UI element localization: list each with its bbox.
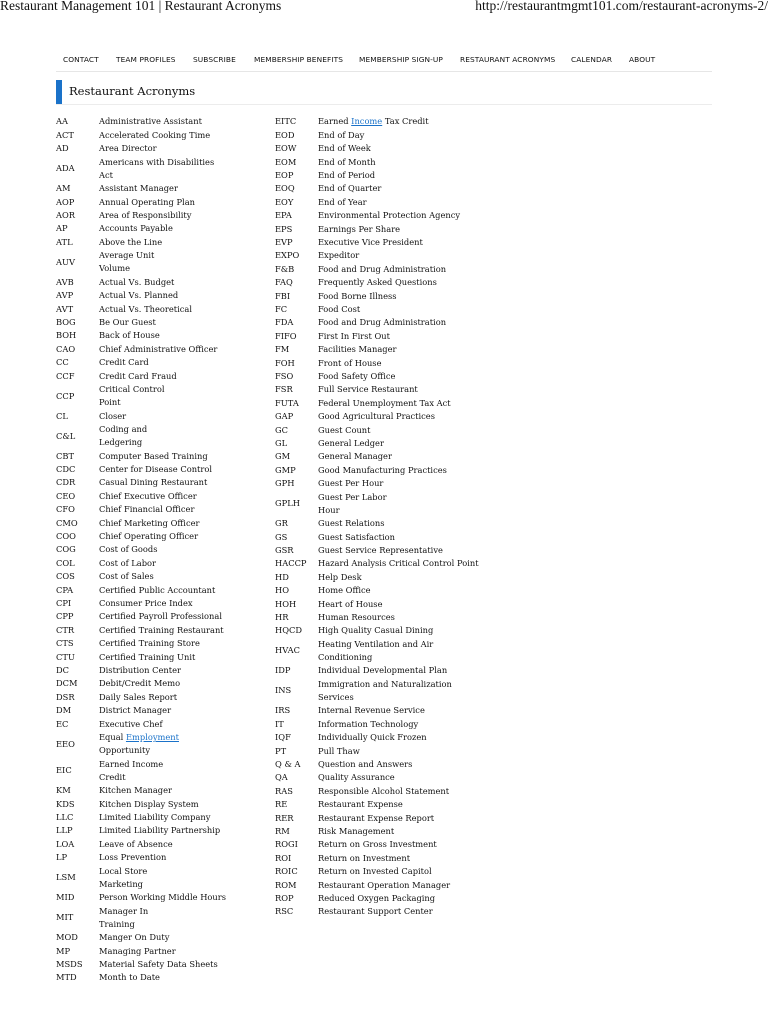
acronym-definition: Material Safety Data Sheets — [99, 958, 218, 969]
acronym-definition: Credit Card Fraud — [99, 370, 177, 381]
acronym-definition: Certified Public Accountant — [99, 584, 216, 595]
acronym-definition: Kitchen Display System — [99, 798, 199, 809]
acronym-abbr: FIFO — [275, 330, 297, 341]
acronym-abbr: ROGI — [275, 839, 298, 850]
acronym-definition: Debit/Credit Memo — [99, 678, 181, 689]
acronym-abbr: EEO — [56, 738, 75, 749]
acronym-definition: Risk Management — [318, 825, 395, 836]
acronym-abbr: RM — [275, 825, 290, 836]
acronym-definition: Actual Vs. Planned — [99, 290, 179, 301]
acronym-definition: Managing Partner — [99, 945, 176, 956]
acronym-definition: Internal Revenue Service — [318, 705, 425, 716]
acronym-abbr: EITC — [275, 116, 297, 127]
acronym-definition: Federal Unemployment Tax Act — [318, 397, 451, 408]
acronym-definition: Opportunity — [99, 744, 151, 755]
acronym-definition: Conditioning — [318, 651, 373, 662]
acronym-abbr: ROI — [275, 852, 292, 863]
acronym-definition: Ledgering — [99, 436, 143, 447]
acronym-definition: Individual Developmental Plan — [318, 665, 448, 676]
acronym-definition: Equal Employment — [99, 732, 179, 743]
acronym-abbr: CMO — [56, 517, 78, 528]
acronym-abbr: GS — [275, 531, 288, 542]
acronym-definition: Credit — [99, 771, 126, 782]
nav-item-subscribe[interactable]: SUBSCRIBE — [193, 55, 236, 64]
acronym-definition: Heating Ventilation and Air — [318, 638, 434, 649]
acronym-definition: Food Borne Illness — [318, 290, 397, 301]
acronym-abbr: CL — [56, 410, 68, 421]
nav-item-restaurant-acronyms[interactable]: RESTAURANT ACRONYMS — [460, 55, 556, 64]
acronym-abbr: LOA — [56, 838, 75, 849]
acronym-abbr: MOD — [56, 932, 78, 943]
acronym-abbr: RAS — [275, 785, 293, 796]
acronym-abbr: COS — [56, 571, 75, 582]
acronym-abbr: ACT — [56, 129, 74, 140]
acronym-definition: Question and Answers — [318, 758, 413, 769]
acronym-abbr: ROIC — [275, 866, 298, 877]
acronym-abbr: RSC — [275, 906, 294, 917]
acronym-abbr: IT — [275, 718, 284, 729]
acronym-abbr: AM — [56, 183, 71, 194]
acronym-abbr: FC — [275, 303, 288, 314]
acronym-abbr: CDC — [56, 463, 76, 474]
acronym-abbr: COG — [56, 544, 76, 555]
acronym-definition: Environmental Protection Agency — [318, 210, 461, 221]
acronym-definition: Annual Operating Plan — [99, 196, 196, 207]
acronym-abbr: DSR — [56, 691, 75, 702]
acronym-definition: Accounts Payable — [99, 223, 173, 234]
acronym-abbr: CPP — [56, 611, 74, 622]
acronym-abbr: GPLH — [275, 498, 300, 509]
acronym-definition: End of Year — [318, 196, 367, 207]
acronym-abbr: FUTA — [275, 397, 299, 408]
nav-item-membership-benefits[interactable]: MEMBERSHIP BENEFITS — [254, 55, 344, 64]
acronym-abbr: CCP — [56, 390, 75, 401]
acronym-abbr: GAP — [275, 411, 294, 422]
acronym-definition: Back of House — [99, 330, 160, 341]
acronym-definition: Kitchen Manager — [99, 785, 172, 796]
acronym-definition: First In First Out — [318, 330, 390, 341]
acronym-definition: Above the Line — [99, 236, 163, 247]
acronym-definition: Chief Administrative Officer — [99, 343, 218, 354]
page-url: http://restaurantmgmt101.com/restaurant-acronyms-2/ — [475, 0, 768, 13]
acronym-definition: Facilities Manager — [318, 344, 397, 355]
acronym-definition: Earnings Per Share — [318, 223, 401, 234]
acronym-definition: Act — [99, 169, 113, 180]
acronym-definition: Manger On Duty — [99, 932, 170, 943]
acronym-abbr: EOD — [275, 129, 295, 140]
page-title: Restaurant Acronyms — [69, 84, 196, 98]
acronym-abbr: HOH — [275, 598, 297, 609]
acronym-abbr: BOH — [56, 330, 77, 341]
acronym-abbr: IRS — [275, 705, 291, 716]
acronym-definition: Good Agricultural Practices — [318, 411, 435, 422]
acronym-abbr: GSR — [275, 544, 294, 555]
acronym-abbr: HO — [275, 585, 290, 596]
acronym-abbr: HVAC — [275, 645, 301, 656]
nav-item-team-profiles[interactable]: TEAM PROFILES — [116, 55, 176, 64]
acronym-definition: Chief Financial Officer — [99, 504, 195, 515]
acronym-definition: Computer Based Training — [99, 450, 208, 461]
acronym-abbr: CEO — [56, 490, 76, 501]
acronym-definition: Cost of Goods — [99, 544, 158, 555]
acronym-abbr: RER — [275, 812, 294, 823]
acronym-abbr: FM — [275, 344, 290, 355]
acronym-definition: Pull Thaw — [318, 745, 360, 756]
acronym-abbr: C&L — [56, 430, 76, 441]
acronym-definition: Closer — [99, 410, 127, 421]
nav-item-contact[interactable]: CONTACT — [63, 55, 99, 64]
acronym-definition: Food and Drug Administration — [318, 317, 447, 328]
acronym-abbr: GL — [275, 437, 288, 448]
acronym-definition: Information Technology — [318, 718, 419, 729]
acronym-abbr: COL — [56, 557, 75, 568]
acronym-definition: Local Store — [99, 865, 148, 876]
acronym-abbr: ADA — [56, 163, 75, 174]
acronym-definition: Cost of Sales — [99, 571, 154, 582]
nav-item-membership-sign-up[interactable]: MEMBERSHIP SIGN-UP — [359, 55, 443, 64]
acronym-definition: Home Office — [318, 585, 371, 596]
acronym-abbr: CPI — [56, 597, 72, 608]
acronym-definition: Heart of House — [318, 598, 383, 609]
acronym-definition: Front of House — [318, 357, 382, 368]
acronym-abbr: CC — [56, 357, 69, 368]
acronym-definition: Center for Disease Control — [99, 463, 212, 474]
acronym-definition: Quality Assurance — [318, 772, 395, 783]
acronym-abbr: RE — [275, 799, 288, 810]
acronym-abbr: DM — [56, 705, 72, 716]
acronym-abbr: MIT — [56, 912, 74, 923]
acronym-abbr: LSM — [56, 872, 76, 883]
acronym-definition: District Manager — [99, 705, 172, 716]
acronym-abbr: GM — [275, 451, 291, 462]
acronym-definition: Area of Responsibility — [99, 209, 192, 220]
acronym-abbr: HR — [275, 611, 289, 622]
acronym-definition: Certified Payroll Professional — [99, 611, 222, 622]
acronym-definition: Restaurant Operation Manager — [318, 879, 451, 890]
acronym-abbr: MTD — [56, 972, 77, 983]
acronym-abbr: AUV — [56, 256, 75, 267]
acronym-abbr: CPA — [56, 584, 74, 595]
acronym-definition: Month to Date — [99, 972, 160, 983]
acronym-abbr: FSR — [275, 384, 293, 395]
acronym-definition: Guest Count — [318, 424, 371, 435]
acronym-abbr: EPA — [275, 210, 292, 221]
acronym-abbr: IQF — [275, 732, 291, 743]
acronym-abbr: EOQ — [275, 183, 295, 194]
acronym-abbr: CBT — [56, 450, 74, 461]
acronym-abbr: EIC — [56, 765, 72, 776]
acronym-abbr: CDR — [56, 477, 76, 488]
acronym-definition: Casual Dining Restaurant — [99, 477, 208, 488]
acronym-definition: Guest Service Representative — [318, 544, 443, 555]
acronym-definition: Manager In — [99, 905, 149, 916]
acronym-definition: Restaurant Expense — [318, 799, 403, 810]
acronym-abbr: IDP — [275, 665, 291, 676]
acronym-definition: Certified Training Restaurant — [99, 624, 224, 635]
acronym-abbr: DC — [56, 664, 70, 675]
acronym-definition: Distribution Center — [99, 664, 181, 675]
acronym-abbr: CFO — [56, 504, 75, 515]
acronym-abbr: GMP — [275, 464, 296, 475]
acronym-definition: Daily Sales Report — [99, 691, 178, 702]
acronym-abbr: AOR — [56, 209, 76, 220]
acronym-definition: Guest Per Labor — [318, 491, 387, 502]
acronym-abbr: CTU — [56, 651, 75, 662]
acronym-abbr: EVP — [275, 236, 293, 247]
acronym-definition: Limited Liability Company — [99, 811, 211, 822]
acronym-abbr: AVP — [56, 290, 74, 301]
inline-link[interactable]: Employment — [125, 732, 179, 743]
acronym-definition: Guest Per Hour — [318, 478, 384, 489]
acronym-definition: Help Desk — [318, 571, 362, 582]
acronym-abbr: FOH — [275, 357, 295, 368]
acronym-definition: Credit Card — [99, 357, 149, 368]
acronym-definition: Guest Relations — [318, 518, 385, 529]
acronym-abbr: KM — [56, 785, 71, 796]
acronym-abbr: CTS — [56, 638, 74, 649]
acronym-definition: Be Our Guest — [99, 316, 156, 327]
acronym-definition: Leave of Absence — [99, 838, 173, 849]
nav-item-calendar[interactable]: CALENDAR — [571, 55, 613, 64]
acronym-abbr: QA — [275, 772, 288, 783]
acronym-definition: Full Service Restaurant — [318, 384, 418, 395]
acronym-definition: Return on Investment — [318, 852, 411, 863]
acronym-definition: Executive Chef — [99, 718, 163, 729]
acronym-definition: Human Resources — [318, 611, 395, 622]
acronym-abbr: COO — [56, 530, 76, 541]
acronym-abbr: AD — [56, 143, 69, 154]
acronym-definition: Actual Vs. Theoretical — [99, 303, 192, 314]
acronym-abbr: LLC — [56, 811, 74, 822]
acronym-abbr: ATL — [56, 236, 73, 247]
acronym-abbr: LLP — [56, 825, 73, 836]
acronym-definition: Certified Training Unit — [99, 651, 196, 662]
acronym-abbr: EOP — [275, 169, 294, 180]
acronym-definition: Food and Drug Administration — [318, 263, 447, 274]
acronym-definition: Person Working Middle Hours — [99, 892, 226, 903]
acronym-definition: Volume — [99, 263, 130, 274]
acronym-abbr: AVB — [56, 276, 74, 287]
acronym-abbr: PT — [275, 745, 287, 756]
acronym-definition: Certified Training Store — [99, 638, 200, 649]
acronym-abbr: DCM — [56, 678, 78, 689]
acronym-abbr: GR — [275, 518, 288, 529]
acronym-definition: Hazard Analysis Critical Control Point — [318, 558, 479, 569]
acronym-definition: Reduced Oxygen Packaging — [318, 892, 436, 903]
acronym-definition: Executive Vice President — [318, 236, 423, 247]
acronym-definition: Administrative Assistant — [99, 116, 202, 127]
acronym-abbr: AP — [56, 223, 68, 234]
acronym-abbr: EPS — [275, 223, 293, 234]
acronym-definition: General Ledger — [318, 437, 384, 448]
acronym-definition: Point — [99, 396, 121, 407]
acronym-definition: Responsible Alcohol Statement — [318, 785, 450, 796]
acronym-definition: General Manager — [318, 451, 392, 462]
acronym-definition: Immigration and Naturalization — [318, 678, 452, 689]
acronym-definition: End of Period — [318, 169, 376, 180]
acronym-abbr: EXPO — [275, 250, 300, 261]
acronym-abbr: EOM — [275, 156, 297, 167]
acronym-abbr: EOW — [275, 143, 297, 154]
site-title: Restaurant Management 101 | Restaurant Acronyms — [0, 0, 282, 13]
acronym-abbr: MP — [56, 945, 71, 956]
acronym-abbr: EC — [56, 718, 69, 729]
acronym-abbr: EOY — [275, 196, 294, 207]
acronym-definition: Return on Gross Investment — [318, 839, 437, 850]
acronym-definition: Americans with Disabilities — [99, 156, 215, 167]
acronym-definition: Training — [99, 918, 135, 929]
acronym-definition: End of Month — [318, 156, 376, 167]
acronym-abbr: CTR — [56, 624, 75, 635]
acronym-definition: Coding and — [99, 424, 148, 435]
acronym-definition: Marketing — [99, 878, 143, 889]
acronym-abbr: Q & A — [275, 758, 301, 769]
acronym-definition: Earned Income Tax Credit — [318, 116, 429, 127]
nav-item-about[interactable]: ABOUT — [629, 55, 656, 64]
acronym-definition: Loss Prevention — [99, 852, 167, 863]
acronym-definition: Chief Executive Officer — [99, 490, 197, 501]
acronym-abbr: HACCP — [275, 558, 307, 569]
acronym-definition: Good Manufacturing Practices — [318, 464, 447, 475]
acronym-definition: Critical Control — [99, 384, 165, 395]
acronym-definition: Frequently Asked Questions — [318, 277, 437, 288]
acronym-definition: Cost of Labor — [99, 557, 157, 568]
acronym-definition: Actual Vs. Budget — [99, 276, 175, 287]
acronym-definition: Restaurant Support Center — [318, 906, 433, 917]
acronym-definition: Earned Income — [99, 758, 164, 769]
acronym-abbr: HD — [275, 571, 289, 582]
acronym-abbr: BOG — [56, 316, 76, 327]
acronym-abbr: MID — [56, 892, 75, 903]
acronym-abbr: INS — [275, 685, 292, 696]
acronym-definition: Hour — [318, 504, 340, 515]
acronym-definition: Expeditor — [318, 250, 360, 261]
acronym-abbr: AVT — [56, 303, 74, 314]
acronym-definition: Accelerated Cooking Time — [99, 129, 211, 140]
acronym-abbr: F&B — [275, 263, 295, 274]
acronym-definition: End of Quarter — [318, 183, 382, 194]
acronym-definition: Average Unit — [99, 250, 155, 261]
acronym-definition: End of Week — [318, 143, 371, 154]
acronym-abbr: GC — [275, 424, 288, 435]
acronym-abbr: FSO — [275, 370, 294, 381]
acronym-abbr: FDA — [275, 317, 294, 328]
acronym-abbr: FBI — [275, 290, 291, 301]
acronym-definition: Food Cost — [318, 303, 361, 314]
acronym-definition: Return on Invested Capitol — [318, 866, 432, 877]
acronym-definition: Consumer Price Index — [99, 597, 193, 608]
inline-link[interactable]: Income — [351, 116, 383, 127]
acronym-definition: Chief Operating Officer — [99, 530, 199, 541]
acronym-definition: Individually Quick Frozen — [318, 732, 427, 743]
acronym-abbr: MSDS — [56, 958, 83, 969]
acronym-definition: Guest Satisfaction — [318, 531, 395, 542]
acronym-definition: Assistant Manager — [99, 183, 178, 194]
acronym-definition: Food Safety Office — [318, 370, 396, 381]
acronym-abbr: AOP — [56, 196, 75, 207]
acronym-abbr: ROP — [275, 892, 294, 903]
acronym-definition: Limited Liability Partnership — [99, 825, 221, 836]
acronym-abbr: CCF — [56, 370, 75, 381]
acronym-definition: Services — [318, 691, 354, 702]
acronym-definition: High Quality Casual Dining — [318, 625, 434, 636]
acronym-definition: Restaurant Expense Report — [318, 812, 435, 823]
acronym-abbr: LP — [56, 852, 68, 863]
acronym-definition: End of Day — [318, 129, 365, 140]
acronym-abbr: CAO — [56, 343, 76, 354]
acronym-definition: Area Director — [99, 143, 157, 154]
acronym-abbr: FAQ — [275, 277, 293, 288]
acronym-abbr: GPH — [275, 478, 295, 489]
acronym-abbr: ROM — [275, 879, 297, 890]
acronym-abbr: HQCD — [275, 625, 303, 636]
acronym-abbr: KDS — [56, 798, 75, 809]
acronym-abbr: AA — [56, 116, 68, 127]
acronym-definition: Chief Marketing Officer — [99, 517, 200, 528]
